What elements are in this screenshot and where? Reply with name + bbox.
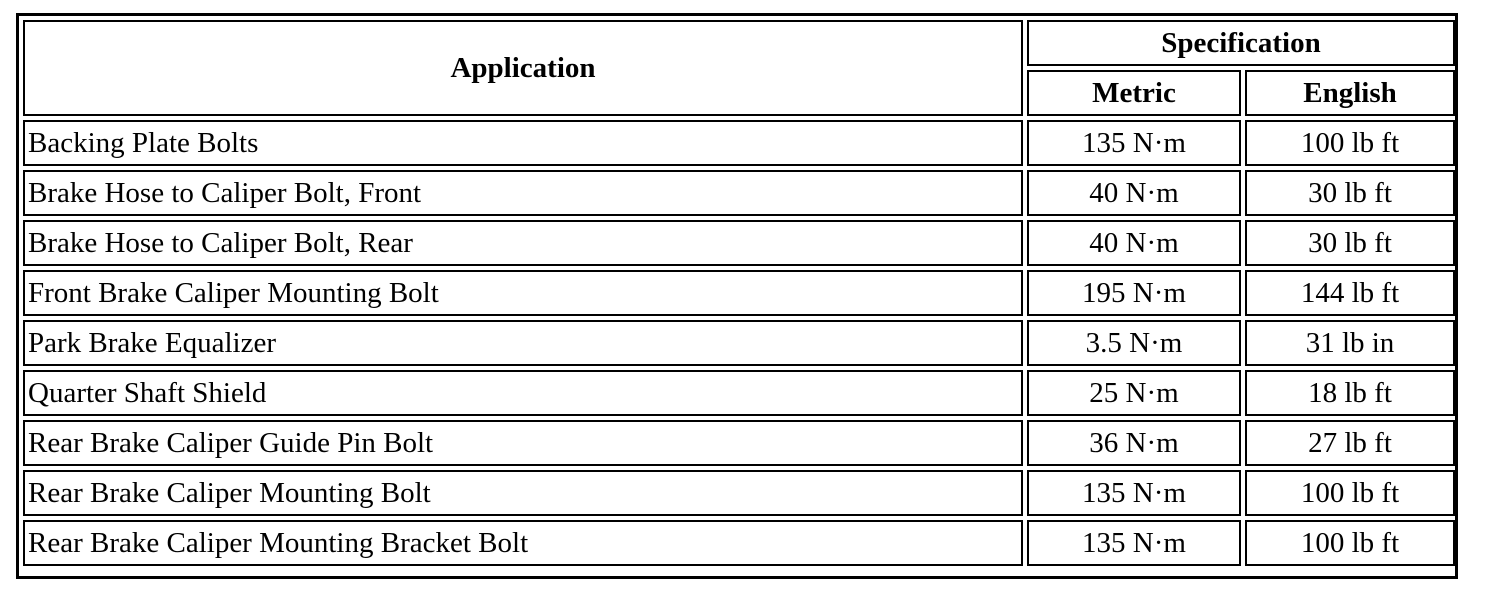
table-row <box>23 370 1455 416</box>
application-cell: Backing Plate Bolts <box>23 120 1023 166</box>
english-cell: 30 lb ft <box>1245 220 1455 266</box>
application-cell: Front Brake Caliper Mounting Bolt <box>23 270 1023 316</box>
metric-cell: 40 N·m <box>1027 170 1241 216</box>
table-row <box>23 520 1455 566</box>
specification-header: Specification <box>1027 20 1455 66</box>
english-cell: 100 lb ft <box>1245 120 1455 166</box>
metric-cell: 135 N·m <box>1027 120 1241 166</box>
table-body <box>23 120 1455 566</box>
english-cell: 27 lb ft <box>1245 420 1455 466</box>
english-cell: 100 lb ft <box>1245 520 1455 566</box>
english-cell: 100 lb ft <box>1245 470 1455 516</box>
metric-header: Metric <box>1027 70 1241 116</box>
application-cell: Park Brake Equalizer <box>23 320 1023 366</box>
english-cell: 18 lb ft <box>1245 370 1455 416</box>
english-cell: 30 lb ft <box>1245 170 1455 216</box>
metric-cell: 135 N·m <box>1027 470 1241 516</box>
table-row <box>23 420 1455 466</box>
fastener-spec-table <box>19 16 1459 570</box>
metric-cell: 25 N·m <box>1027 370 1241 416</box>
english-cell: 31 lb in <box>1245 320 1455 366</box>
table-header-row <box>23 20 1455 66</box>
metric-cell: 135 N·m <box>1027 520 1241 566</box>
metric-cell: 195 N·m <box>1027 270 1241 316</box>
application-header: Application <box>23 20 1023 116</box>
application-cell: Brake Hose to Caliper Bolt, Rear <box>23 220 1023 266</box>
metric-cell: 36 N·m <box>1027 420 1241 466</box>
application-cell: Rear Brake Caliper Mounting Bolt <box>23 470 1023 516</box>
table-row <box>23 220 1455 266</box>
english-cell: 144 lb ft <box>1245 270 1455 316</box>
application-cell: Rear Brake Caliper Mounting Bracket Bolt <box>23 520 1023 566</box>
table-row <box>23 320 1455 366</box>
metric-cell: 3.5 N·m <box>1027 320 1241 366</box>
table-row <box>23 270 1455 316</box>
application-cell: Rear Brake Caliper Guide Pin Bolt <box>23 420 1023 466</box>
metric-cell: 40 N·m <box>1027 220 1241 266</box>
spec-table-frame <box>16 13 1458 579</box>
application-cell: Quarter Shaft Shield <box>23 370 1023 416</box>
table-row <box>23 170 1455 216</box>
english-header: English <box>1245 70 1455 116</box>
table-row <box>23 120 1455 166</box>
application-cell: Brake Hose to Caliper Bolt, Front <box>23 170 1023 216</box>
table-row <box>23 470 1455 516</box>
